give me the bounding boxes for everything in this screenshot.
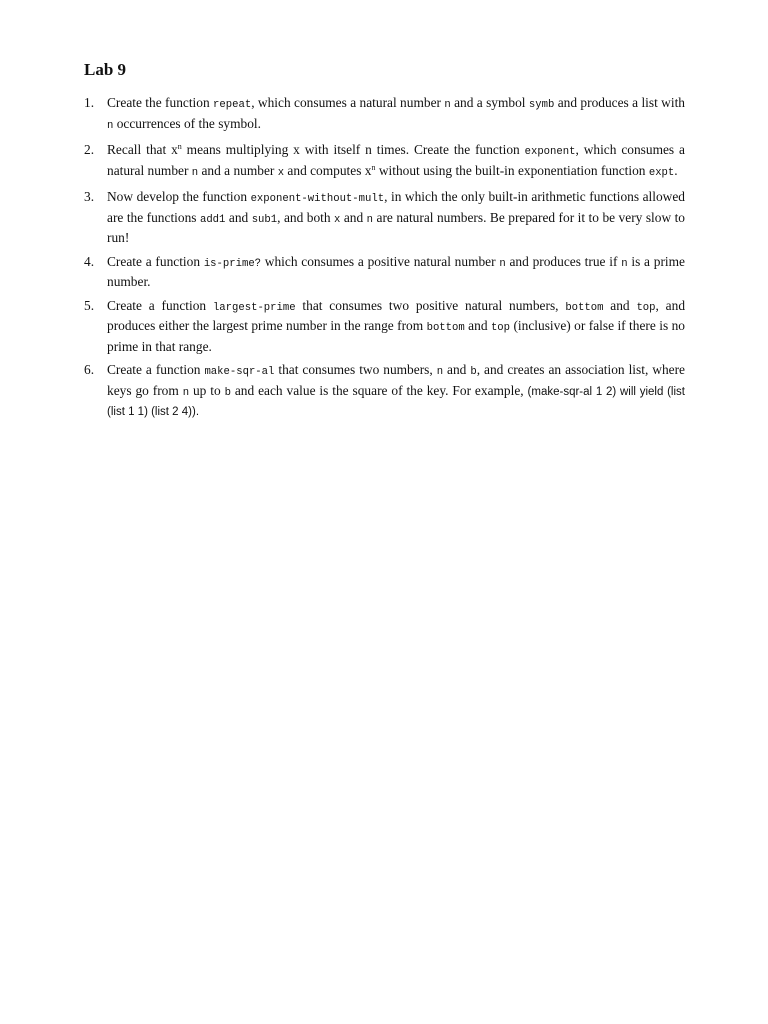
code-identifier: n [366, 213, 374, 226]
task-list [84, 94, 685, 428]
text-run: Create the function [107, 95, 214, 110]
text-run: Create a function [107, 253, 204, 269]
task-item [84, 141, 685, 182]
task-number: 4. [84, 253, 95, 269]
text-run: and [340, 209, 367, 225]
text-run: and produces a list with [554, 95, 685, 110]
text-run: that consumes two positive natural numbers, [295, 297, 566, 313]
task-text [107, 253, 685, 291]
text-run: up to [189, 382, 225, 398]
code-identifier: n [444, 99, 451, 111]
task-item [84, 188, 685, 247]
code-identifier: bottom [565, 301, 604, 314]
code-identifier: n [191, 166, 199, 179]
text-run: and a symbol [450, 95, 529, 110]
text-run: , which consumes a natural number [107, 142, 685, 178]
code-identifier: repeat [213, 99, 252, 111]
task-number: 1. [84, 95, 95, 110]
text-run: Create a function [107, 362, 205, 377]
code-identifier: make-sqr-al [204, 366, 275, 378]
code-identifier: top [636, 301, 656, 314]
text-run: , which consumes a natural number [251, 95, 445, 110]
text-run: , in which the only built-in arithmetic functions allowed are the functions [107, 189, 685, 225]
code-identifier: sub1 [251, 213, 278, 226]
task-number: 5. [84, 297, 95, 313]
code-identifier: add1 [199, 213, 226, 226]
code-identifier: b [224, 386, 231, 399]
text-run: and [225, 209, 252, 225]
text-run: without using the built-in exponentiation function [375, 162, 649, 178]
text-run: , and both [277, 209, 335, 225]
code-identifier: x [334, 213, 341, 226]
task-text [107, 297, 685, 356]
text-run: are natural numbers. Be prepared for it to be very slow to run! [107, 209, 686, 245]
page-title: Lab 9 [84, 60, 127, 79]
code-identifier: n [182, 386, 190, 399]
task-number: 2. [84, 142, 95, 157]
text-run: and each value is the square of the key. For example, [230, 382, 528, 398]
text-run: and [603, 297, 637, 313]
text-run: , and creates an association list, where keys go from [107, 362, 685, 398]
task-number: 3. [84, 189, 95, 204]
text-run: Now develop the function [107, 189, 251, 204]
text-run: that consumes two numbers, [274, 362, 437, 377]
task-item [84, 361, 685, 422]
code-identifier: largest-prime [212, 301, 296, 314]
task-item [84, 94, 685, 135]
text-run: Recall that x [107, 142, 178, 157]
task-item [84, 297, 685, 356]
code-identifier: b [470, 366, 477, 378]
text-run: and [443, 362, 471, 377]
text-run: Create a function [107, 297, 213, 313]
text-run: occurrences of the symbol. [113, 115, 261, 131]
text-run: means multiplying x with itself n times. Create the function [181, 142, 525, 157]
text-run: and computes x [284, 162, 372, 178]
code-identifier: x [277, 166, 285, 179]
code-identifier: bottom [426, 322, 465, 334]
code-identifier: exponent [524, 146, 576, 158]
task-item [84, 253, 685, 291]
text-run: . [674, 162, 678, 178]
code-identifier: expt [648, 166, 675, 179]
text-run: and a number [198, 162, 278, 178]
task-text [107, 361, 685, 422]
example-text: (make-sqr-al 1 2) will yield (list (list 1 1) (list 2 4)). [107, 385, 685, 418]
code-identifier: exponent-without-mult [250, 193, 385, 205]
code-identifier: top [490, 322, 511, 334]
superscript: n [371, 162, 376, 172]
text-run: (inclusive) or false if there is no prime in that range. [107, 318, 685, 354]
task-text [107, 188, 685, 247]
text-run: is a prime number. [107, 253, 685, 289]
text-run: , and produces either the largest prime number in the range from [107, 297, 686, 333]
text-run: and [464, 318, 491, 333]
code-identifier: symb [528, 99, 555, 111]
superscript: n [177, 142, 182, 151]
code-identifier: n [499, 257, 506, 270]
code-identifier: n [621, 257, 628, 270]
text-run: and produces true if [505, 253, 622, 269]
task-text [107, 94, 685, 135]
code-identifier: n [436, 366, 444, 378]
code-identifier: is-prime? [203, 257, 262, 270]
text-run: which consumes a positive natural number [261, 253, 500, 269]
code-identifier: n [107, 119, 114, 132]
task-number: 6. [84, 362, 95, 377]
task-text [107, 141, 685, 182]
